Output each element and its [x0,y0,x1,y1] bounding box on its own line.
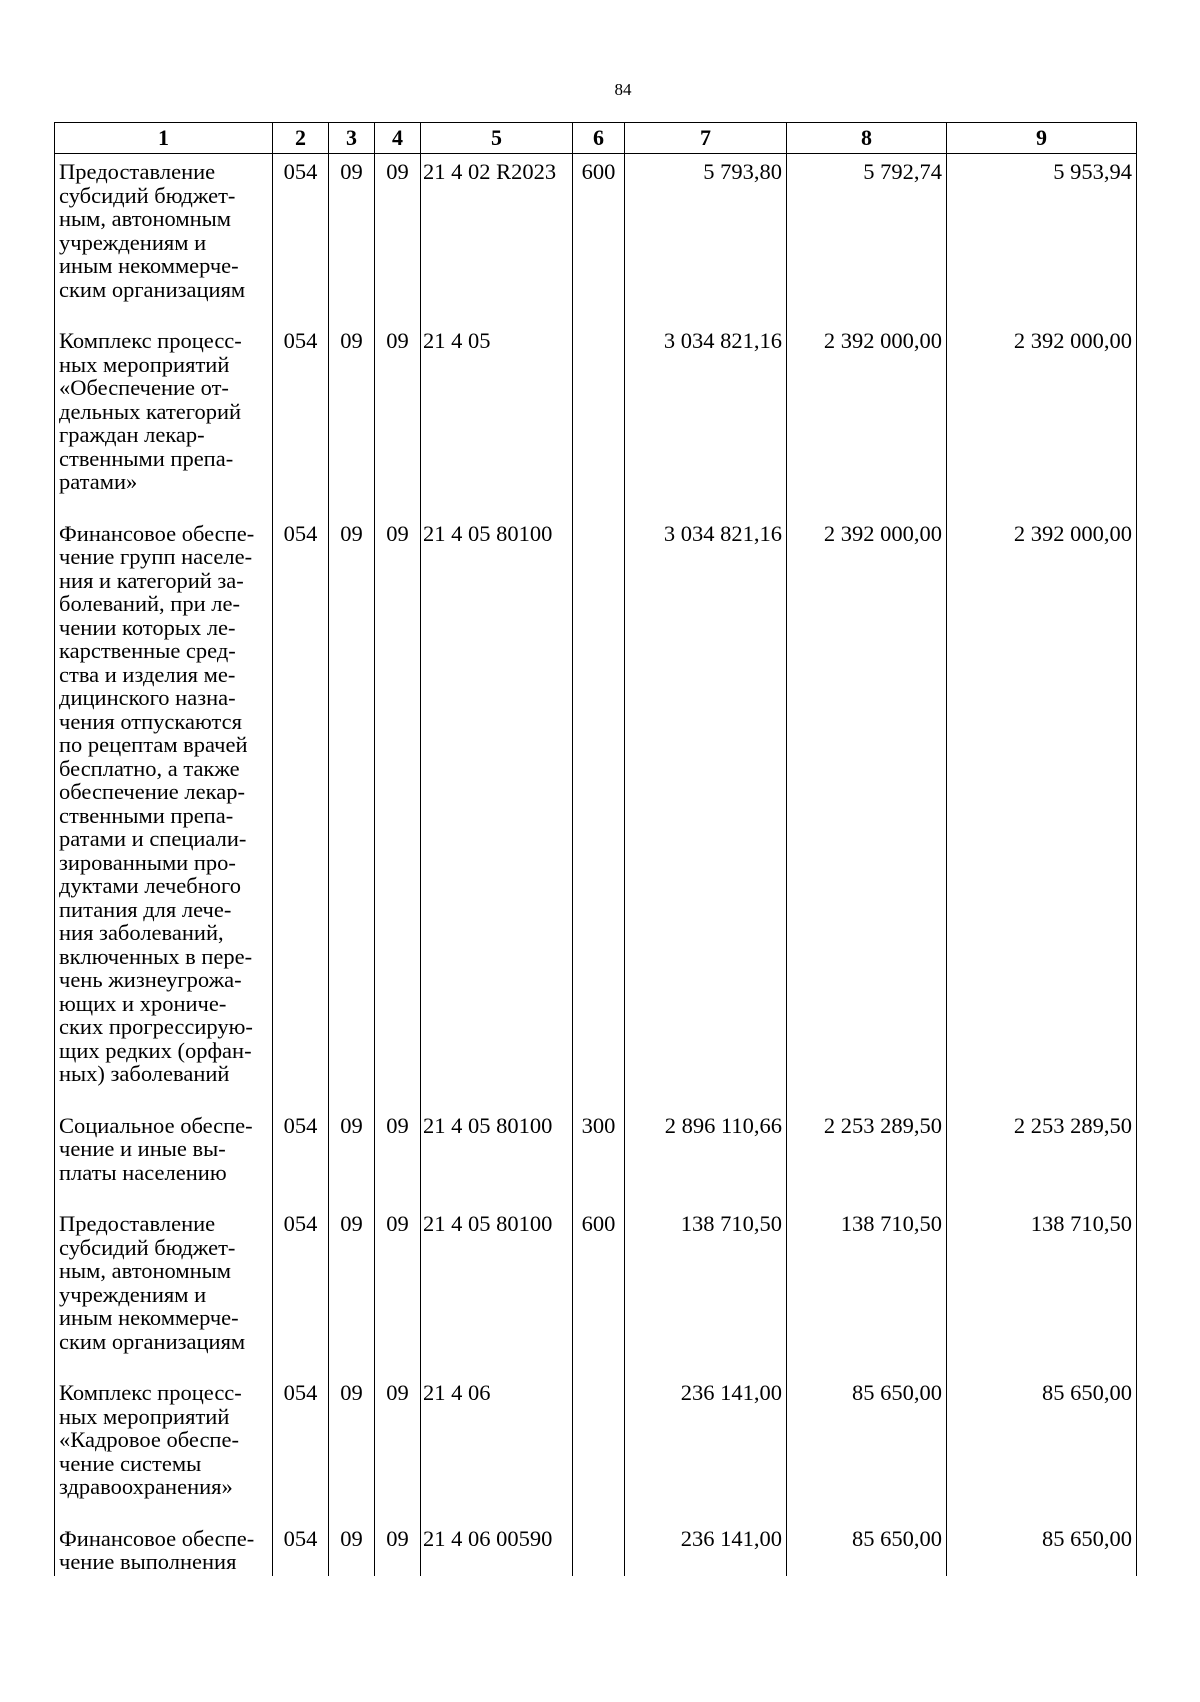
cell-expense-type [573,1521,625,1576]
cell-amount-col7: 3 034 821,16 [625,323,787,516]
column-header: 8 [787,123,947,154]
cell-subsection: 09 [375,1375,421,1521]
cell-amount-col7: 2 896 110,66 [625,1108,787,1207]
cell-amount-col7: 3 034 821,16 [625,516,787,1108]
cell-target-article: 21 4 06 [421,1375,573,1521]
cell-amount-col9: 2 392 000,00 [947,516,1137,1108]
cell-grbs: 054 [273,1206,329,1375]
column-header: 1 [55,123,273,154]
cell-subsection: 09 [375,1108,421,1207]
budget-table [54,122,1137,1576]
table-row [55,323,1137,516]
row-name [55,1108,273,1207]
row-name [55,1206,273,1375]
cell-section: 09 [329,323,375,516]
cell-amount-col8: 2 392 000,00 [787,323,947,516]
cell-section: 09 [329,1108,375,1207]
table-row [55,1375,1137,1521]
cell-amount-col9: 85 650,00 [947,1375,1137,1521]
table-row [55,1206,1137,1375]
cell-expense-type [573,516,625,1108]
cell-expense-type: 600 [573,154,625,324]
cell-amount-col8: 138 710,50 [787,1206,947,1375]
cell-expense-type: 600 [573,1206,625,1375]
cell-amount-col9: 138 710,50 [947,1206,1137,1375]
cell-amount-col8: 85 650,00 [787,1521,947,1576]
cell-amount-col7: 236 141,00 [625,1375,787,1521]
row-name [55,1375,273,1521]
cell-grbs: 054 [273,1375,329,1521]
row-name [55,1521,273,1576]
cell-expense-type [573,323,625,516]
cell-amount-col8: 2 392 000,00 [787,516,947,1108]
row-name-text: Комплекс процесс- ных мероприятий «Обеспечение от- дельных категорий граждан лекар- ственными препа- ратами» [59,328,242,494]
cell-section: 09 [329,516,375,1108]
cell-section: 09 [329,1206,375,1375]
cell-amount-col7: 236 141,00 [625,1521,787,1576]
cell-expense-type: 300 [573,1108,625,1207]
table-row [55,154,1137,324]
row-name-text: Финансовое обеспе- чение групп населе- ния и категорий за- болеваний, при ле- чении которых ле- карственные сред- ства и изделия ме- дицинского назна- чения отпускаются по рецептам врачей бесплатно, а также обеспечение лекар- ственными препа- ратами и специали- зированными про- дуктами лечебного питания для лече- ния заболеваний, включенных в пере- чень жизнеугрожа- ющих и хрониче- ских прогрессирую- щих редких (орфан- ных) заболеваний [59,520,255,1086]
column-header: 4 [375,123,421,154]
cell-amount-col7: 5 793,80 [625,154,787,324]
cell-target-article: 21 4 05 [421,323,573,516]
column-header: 6 [573,123,625,154]
column-header: 2 [273,123,329,154]
table-header-row [55,123,1137,154]
row-name [55,516,273,1108]
cell-grbs: 054 [273,1521,329,1576]
column-header: 7 [625,123,787,154]
cell-subsection: 09 [375,1206,421,1375]
row-name-text: Предоставление субсидий бюджет- ным, автономным учреждениям и иным некоммерче- ским организациям [59,159,246,302]
cell-section: 09 [329,1521,375,1576]
table-row [55,516,1137,1108]
cell-amount-col9: 2 392 000,00 [947,323,1137,516]
cell-subsection: 09 [375,154,421,324]
cell-target-article: 21 4 02 R2023 [421,154,573,324]
table-row [55,1108,1137,1207]
cell-amount-col9: 5 953,94 [947,154,1137,324]
cell-section: 09 [329,1375,375,1521]
cell-subsection: 09 [375,1521,421,1576]
page-number: 84 [614,80,632,99]
table-row [55,1521,1137,1576]
cell-subsection: 09 [375,516,421,1108]
cell-grbs: 054 [273,154,329,324]
row-name-text: Предоставление субсидий бюджет- ным, автономным учреждениям и иным некоммерче- ским организациям [59,1211,246,1354]
column-header: 3 [329,123,375,154]
cell-grbs: 054 [273,1108,329,1207]
cell-target-article: 21 4 05 80100 [421,1108,573,1207]
cell-subsection: 09 [375,323,421,516]
cell-target-article: 21 4 06 00590 [421,1521,573,1576]
cell-amount-col7: 138 710,50 [625,1206,787,1375]
column-header: 5 [421,123,573,154]
row-name-text: Комплекс процесс- ных мероприятий «Кадровое обеспе- чение системы здравоохранения» [59,1380,242,1499]
row-name [55,154,273,324]
column-header: 9 [947,123,1137,154]
cell-expense-type [573,1375,625,1521]
cell-amount-col9: 85 650,00 [947,1521,1137,1576]
cell-amount-col9: 2 253 289,50 [947,1108,1137,1207]
row-name-text: Финансовое обеспе- чение выполнения [59,1525,255,1574]
cell-amount-col8: 2 253 289,50 [787,1108,947,1207]
cell-target-article: 21 4 05 80100 [421,516,573,1108]
cell-section: 09 [329,154,375,324]
row-name-text: Социальное обеспе- чение и иные вы- платы населению [59,1112,253,1185]
cell-amount-col8: 5 792,74 [787,154,947,324]
cell-amount-col8: 85 650,00 [787,1375,947,1521]
row-name [55,323,273,516]
cell-grbs: 054 [273,323,329,516]
cell-grbs: 054 [273,516,329,1108]
cell-target-article: 21 4 05 80100 [421,1206,573,1375]
